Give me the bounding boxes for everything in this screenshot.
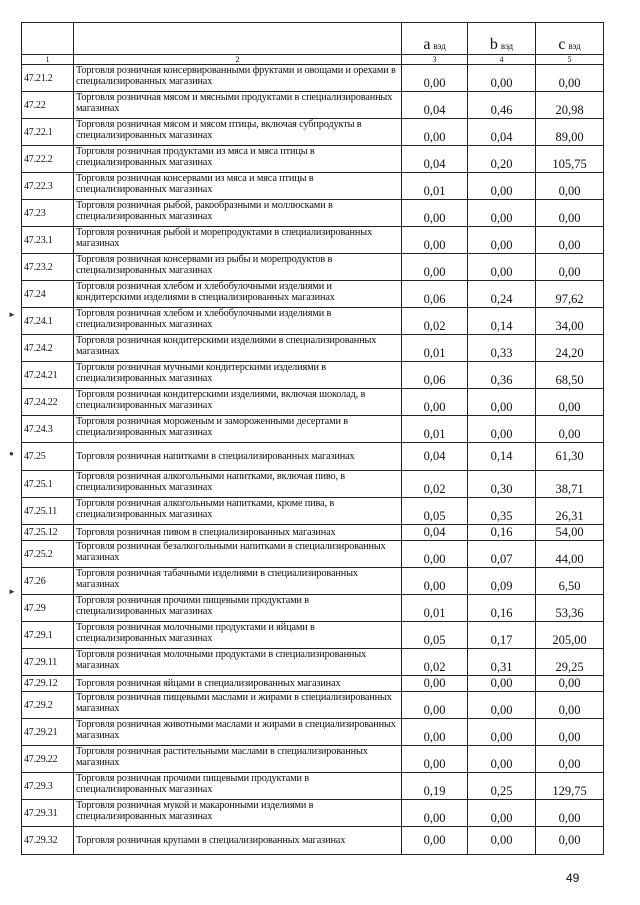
column-number-row xyxy=(22,55,604,65)
table-row xyxy=(22,65,604,92)
row-value-b: 0,35 xyxy=(468,498,536,525)
row-value-a: 0,00 xyxy=(402,692,468,719)
row-value-b: 0,24 xyxy=(468,281,536,308)
row-name: Торговля розничная кондитерскими изделиями в специализированных магазинах xyxy=(74,335,402,362)
row-value-a: 0,05 xyxy=(402,622,468,649)
row-value-a: 0,02 xyxy=(402,471,468,498)
row-value-c: 6,50 xyxy=(536,568,604,595)
row-name: Торговля розничная консервами из рыбы и морепродуктов в специализированных магазинах xyxy=(74,254,402,281)
column-number: 3 xyxy=(402,55,468,65)
row-value-b: 0,00 xyxy=(468,746,536,773)
row-value-a: 0,01 xyxy=(402,335,468,362)
row-code: 47.23.1 xyxy=(22,227,74,254)
table-row xyxy=(22,119,604,146)
row-value-c: 0,00 xyxy=(536,227,604,254)
row-name: Торговля розничная крупами в специализированных магазинах xyxy=(74,827,402,855)
table-row xyxy=(22,800,604,827)
row-name: Торговля розничная яйцами в специализированных магазинах xyxy=(74,676,402,692)
row-name: Торговля розничная хлебом и хлебобулочными изделиями и кондитерскими изделиями в специализированных магазинах xyxy=(74,281,402,308)
table-row xyxy=(22,773,604,800)
header-c-letter: c xyxy=(558,36,566,53)
row-code: 47.29.31 xyxy=(22,800,74,827)
header-b xyxy=(468,23,536,55)
row-name: Торговля розничная рыбой, ракообразными и моллюсками в специализированных магазинах xyxy=(74,200,402,227)
table-row xyxy=(22,595,604,622)
row-name: Торговля розничная молочными продуктами в специализированных магазинах xyxy=(74,649,402,676)
row-name: Торговля розничная продуктами из мяса и мяса птицы в специализированных магазинах xyxy=(74,146,402,173)
table-row xyxy=(22,692,604,719)
row-value-c: 61,30 xyxy=(536,443,604,471)
row-value-a: 0,00 xyxy=(402,827,468,855)
row-value-b: 0,00 xyxy=(468,254,536,281)
row-value-a: 0,01 xyxy=(402,173,468,200)
row-value-b: 0,16 xyxy=(468,595,536,622)
row-value-a: 0,01 xyxy=(402,416,468,443)
header-c xyxy=(536,23,604,55)
row-name: Торговля розничная животными маслами и жирами в специализированных магазинах xyxy=(74,719,402,746)
table-row xyxy=(22,443,604,471)
table-row xyxy=(22,146,604,173)
row-value-b: 0,00 xyxy=(468,389,536,416)
row-value-b: 0,00 xyxy=(468,200,536,227)
table-row xyxy=(22,676,604,692)
row-value-b: 0,00 xyxy=(468,416,536,443)
table-row xyxy=(22,281,604,308)
row-value-a: 0,06 xyxy=(402,281,468,308)
row-value-c: 0,00 xyxy=(536,746,604,773)
row-code: 47.22.2 xyxy=(22,146,74,173)
row-code: 47.29 xyxy=(22,595,74,622)
table-row xyxy=(22,568,604,595)
row-value-a: 0,04 xyxy=(402,146,468,173)
table-row xyxy=(22,498,604,525)
row-value-b: 0,14 xyxy=(468,308,536,335)
row-value-b: 0,25 xyxy=(468,773,536,800)
row-name: Торговля розничная пивом в специализированных магазинах xyxy=(74,525,402,541)
column-number: 5 xyxy=(536,55,604,65)
header-a-letter: a xyxy=(423,36,431,53)
row-name: Торговля розничная мукой и макаронными изделиями в специализированных магазинах xyxy=(74,800,402,827)
row-name: Торговля розничная консервированными фруктами и овощами и орехами в специализированных магазинах xyxy=(74,65,402,92)
row-value-c: 0,00 xyxy=(536,800,604,827)
row-value-c: 26,31 xyxy=(536,498,604,525)
row-code: 47.25.1 xyxy=(22,471,74,498)
row-value-a: 0,04 xyxy=(402,92,468,119)
row-name: Торговля розничная мясом и мясом птицы, включая субпродукты в специализированных магазинах xyxy=(74,119,402,146)
row-value-c: 29,25 xyxy=(536,649,604,676)
row-value-b: 0,00 xyxy=(468,227,536,254)
row-value-a: 0,19 xyxy=(402,773,468,800)
row-value-b: 0,46 xyxy=(468,92,536,119)
row-code: 47.26 xyxy=(22,568,74,595)
table-row xyxy=(22,92,604,119)
row-value-a: 0,00 xyxy=(402,541,468,568)
column-number: 1 xyxy=(22,55,74,65)
row-code: 47.24.3 xyxy=(22,416,74,443)
table-row xyxy=(22,746,604,773)
row-value-a: 0,00 xyxy=(402,200,468,227)
row-code: 47.29.1 xyxy=(22,622,74,649)
row-value-c: 205,00 xyxy=(536,622,604,649)
row-code: 47.23.2 xyxy=(22,254,74,281)
row-value-c: 34,00 xyxy=(536,308,604,335)
row-value-a: 0,01 xyxy=(402,595,468,622)
table-row xyxy=(22,649,604,676)
row-value-c: 53,36 xyxy=(536,595,604,622)
table-row xyxy=(22,471,604,498)
header-b-letter: b xyxy=(489,36,498,53)
table-row xyxy=(22,827,604,855)
row-value-a: 0,00 xyxy=(402,719,468,746)
row-value-b: 0,14 xyxy=(468,443,536,471)
row-name: Торговля розничная алкогольными напитками, включая пиво, в специализированных магазинах xyxy=(74,471,402,498)
row-value-b: 0,33 xyxy=(468,335,536,362)
row-code: 47.21.2 xyxy=(22,65,74,92)
table-row xyxy=(22,362,604,389)
row-code: 47.22.3 xyxy=(22,173,74,200)
row-code: 47.29.22 xyxy=(22,746,74,773)
row-value-c: 38,71 xyxy=(536,471,604,498)
row-value-a: 0,04 xyxy=(402,443,468,471)
scan-mark: ● xyxy=(9,449,14,458)
table-row xyxy=(22,335,604,362)
row-value-c: 0,00 xyxy=(536,254,604,281)
row-value-c: 0,00 xyxy=(536,676,604,692)
column-number: 2 xyxy=(74,55,402,65)
row-code: 47.23 xyxy=(22,200,74,227)
row-code: 47.29.12 xyxy=(22,676,74,692)
column-number: 4 xyxy=(468,55,536,65)
row-code: 47.24.21 xyxy=(22,362,74,389)
scan-mark: ► xyxy=(8,310,16,319)
header-b-sub: вэд xyxy=(500,41,514,51)
row-code: 47.25.11 xyxy=(22,498,74,525)
table-row xyxy=(22,416,604,443)
row-value-b: 0,31 xyxy=(468,649,536,676)
table-row xyxy=(22,541,604,568)
table-row xyxy=(22,227,604,254)
row-value-b: 0,00 xyxy=(468,676,536,692)
table-row xyxy=(22,719,604,746)
row-value-b: 0,00 xyxy=(468,173,536,200)
row-value-c: 0,00 xyxy=(536,827,604,855)
row-value-a: 0,05 xyxy=(402,498,468,525)
row-value-c: 0,00 xyxy=(536,719,604,746)
row-value-b: 0,00 xyxy=(468,800,536,827)
row-value-a: 0,00 xyxy=(402,389,468,416)
row-name: Торговля розничная растительными маслами в специализированных магазинах xyxy=(74,746,402,773)
row-value-c: 44,00 xyxy=(536,541,604,568)
row-value-c: 68,50 xyxy=(536,362,604,389)
row-value-b: 0,16 xyxy=(468,525,536,541)
header-a-sub: вэд xyxy=(433,41,446,51)
row-name: Торговля розничная кондитерскими изделиями, включая шоколад, в специализированных магазинах xyxy=(74,389,402,416)
row-code: 47.25.12 xyxy=(22,525,74,541)
row-value-a: 0,00 xyxy=(402,119,468,146)
row-name: Торговля розничная мороженым и замороженными десертами в специализированных магазинах xyxy=(74,416,402,443)
row-value-c: 0,00 xyxy=(536,65,604,92)
row-name: Торговля розничная пищевыми маслами и жирами в специализированных магазинах xyxy=(74,692,402,719)
row-value-c: 20,98 xyxy=(536,92,604,119)
row-value-b: 0,36 xyxy=(468,362,536,389)
row-code: 47.29.2 xyxy=(22,692,74,719)
header-row xyxy=(22,23,604,55)
row-value-b: 0,00 xyxy=(468,692,536,719)
row-name: Торговля розничная молочными продуктами и яйцами в специализированных магазинах xyxy=(74,622,402,649)
table-row xyxy=(22,389,604,416)
row-value-c: 24,20 xyxy=(536,335,604,362)
header-c-sub: вэд xyxy=(568,41,581,51)
row-value-c: 105,75 xyxy=(536,146,604,173)
row-value-c: 89,00 xyxy=(536,119,604,146)
row-value-b: 0,17 xyxy=(468,622,536,649)
table-row xyxy=(22,200,604,227)
row-name: Торговля розничная мучными кондитерскими изделиями в специализированных магазинах xyxy=(74,362,402,389)
scan-mark: ► xyxy=(8,587,16,596)
row-value-c: 0,00 xyxy=(536,389,604,416)
row-name: Торговля розничная мясом и мясными продуктами в специализированных магазинах xyxy=(74,92,402,119)
row-code: 47.24.1 xyxy=(22,308,74,335)
row-value-b: 0,30 xyxy=(468,471,536,498)
row-value-c: 0,00 xyxy=(536,416,604,443)
table-row xyxy=(22,525,604,541)
row-value-b: 0,00 xyxy=(468,65,536,92)
row-code: 47.24 xyxy=(22,281,74,308)
row-code: 47.22.1 xyxy=(22,119,74,146)
row-name: Торговля розничная рыбой и морепродуктами в специализированных магазинах xyxy=(74,227,402,254)
row-value-c: 54,00 xyxy=(536,525,604,541)
row-code: 47.29.32 xyxy=(22,827,74,855)
row-value-a: 0,00 xyxy=(402,568,468,595)
row-name: Торговля розничная хлебом и хлебобулочными изделиями в специализированных магазинах xyxy=(74,308,402,335)
row-code: 47.25.2 xyxy=(22,541,74,568)
row-code: 47.29.21 xyxy=(22,719,74,746)
row-name: Торговля розничная безалкогольными напитками в специализированных магазинах xyxy=(74,541,402,568)
row-value-a: 0,02 xyxy=(402,308,468,335)
row-value-c: 129,75 xyxy=(536,773,604,800)
row-value-c: 0,00 xyxy=(536,692,604,719)
row-code: 47.25 xyxy=(22,443,74,471)
page-number: 49 xyxy=(566,871,580,885)
row-code: 47.29.3 xyxy=(22,773,74,800)
row-value-a: 0,06 xyxy=(402,362,468,389)
row-value-c: 0,00 xyxy=(536,200,604,227)
row-value-a: 0,00 xyxy=(402,65,468,92)
row-value-a: 0,00 xyxy=(402,800,468,827)
row-name: Торговля розничная напитками в специализированных магазинах xyxy=(74,443,402,471)
row-value-a: 0,00 xyxy=(402,746,468,773)
row-code: 47.24.2 xyxy=(22,335,74,362)
row-code: 47.22 xyxy=(22,92,74,119)
row-value-a: 0,04 xyxy=(402,525,468,541)
row-name: Торговля розничная прочими пищевыми продуктами в специализированных магазинах xyxy=(74,595,402,622)
tariff-table xyxy=(21,22,604,855)
row-value-b: 0,00 xyxy=(468,827,536,855)
row-value-b: 0,09 xyxy=(468,568,536,595)
row-code: 47.24.22 xyxy=(22,389,74,416)
table-row xyxy=(22,622,604,649)
row-value-a: 0,00 xyxy=(402,254,468,281)
row-value-b: 0,20 xyxy=(468,146,536,173)
table-row xyxy=(22,173,604,200)
row-value-a: 0,00 xyxy=(402,676,468,692)
row-value-b: 0,00 xyxy=(468,719,536,746)
row-value-b: 0,07 xyxy=(468,541,536,568)
header-name-cell xyxy=(74,23,402,55)
header-code-cell xyxy=(22,23,74,55)
row-value-a: 0,00 xyxy=(402,227,468,254)
row-value-a: 0,02 xyxy=(402,649,468,676)
row-name: Торговля розничная табачными изделиями в специализированных магазинах xyxy=(74,568,402,595)
table-row xyxy=(22,308,604,335)
row-name: Торговля розничная прочими пищевыми продуктами в специализированных магазинах xyxy=(74,773,402,800)
row-code: 47.29.11 xyxy=(22,649,74,676)
row-name: Торговля розничная консервами из мяса и мяса птицы в специализированных магазинах xyxy=(74,173,402,200)
row-value-b: 0,04 xyxy=(468,119,536,146)
table-row xyxy=(22,254,604,281)
row-value-c: 0,00 xyxy=(536,173,604,200)
row-value-c: 97,62 xyxy=(536,281,604,308)
row-name: Торговля розничная алкогольными напитками, кроме пива, в специализированных магазинах xyxy=(74,498,402,525)
header-a xyxy=(402,23,468,55)
